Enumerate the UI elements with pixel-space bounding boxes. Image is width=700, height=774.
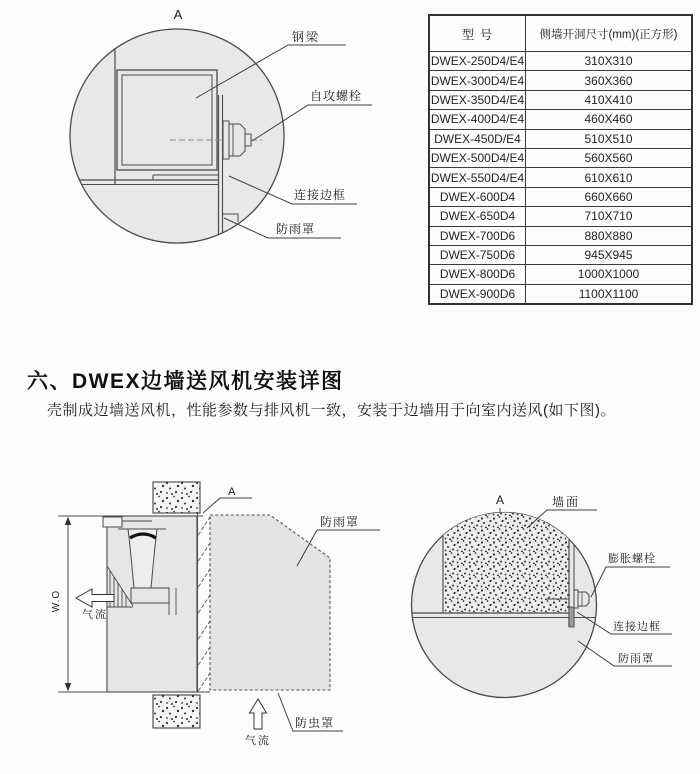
opening-cell: 880X880 <box>526 226 693 245</box>
install-diagram <box>0 455 420 774</box>
detail-diagram-bottom <box>400 485 700 720</box>
table-row <box>429 245 692 264</box>
label-rain-hood: 防雨罩 <box>618 653 654 665</box>
model-cell: DWEX-300D4/E4 <box>429 71 526 90</box>
table-row <box>429 71 692 90</box>
dim-label: W.O <box>51 589 62 613</box>
table-row <box>429 148 692 167</box>
rain-hood-shape <box>210 515 330 690</box>
opening-cell: 310X310 <box>526 52 693 71</box>
marker-a <box>203 486 252 513</box>
table-row <box>429 90 692 109</box>
opening-cell: 1000X1000 <box>526 265 693 284</box>
spec-table-header-row <box>429 15 692 52</box>
table-row <box>429 52 692 71</box>
opening-cell: 610X610 <box>526 168 693 187</box>
detail-circle <box>70 29 284 243</box>
header-opening: 侧墙开洞尺寸(mm)(正方形) <box>526 15 693 52</box>
opening-cell: 460X460 <box>526 110 693 129</box>
opening-cell: 560X560 <box>526 148 693 167</box>
model-cell: DWEX-800D6 <box>429 265 526 284</box>
table-row <box>429 168 692 187</box>
table-row <box>429 226 692 245</box>
section-marker-a: A <box>173 7 183 22</box>
table-row <box>429 265 692 284</box>
model-cell: DWEX-600D4 <box>429 187 526 206</box>
table-row <box>429 110 692 129</box>
airflow-bottom <box>245 699 271 747</box>
dim-arrow-up <box>65 517 71 526</box>
section-heading: 六、DWEX边墙送风机安装详图 <box>27 370 344 393</box>
model-cell: DWEX-550D4/E4 <box>429 168 526 187</box>
model-cell: DWEX-400D4/E4 <box>429 110 526 129</box>
opening-cell: 1100X1100 <box>526 284 693 304</box>
table-row <box>429 207 692 226</box>
opening-cell: 945X945 <box>526 245 693 264</box>
model-cell: DWEX-900D6 <box>429 284 526 304</box>
section-body: 壳制成边墙送风机，性能参数与排风机一致，安装于边墙用于向室内送风(如下图)。 <box>47 402 616 419</box>
motor-box <box>103 517 122 527</box>
section-marker-a: A <box>496 493 505 507</box>
table-row <box>429 284 692 304</box>
label-rain-hood: 防雨罩 <box>320 515 360 529</box>
model-cell: DWEX-350D4/E4 <box>429 90 526 109</box>
header-model: 型 号 <box>429 15 526 52</box>
model-cell: DWEX-650D4 <box>429 207 526 226</box>
model-cell: DWEX-250D4/E4 <box>429 52 526 71</box>
label-rain-hood: 防雨罩 <box>276 222 316 236</box>
label-self-tapping-screw: 自攻螺栓 <box>310 89 363 103</box>
fan-unit <box>103 516 197 692</box>
opening-cell: 410X410 <box>526 90 693 109</box>
opening-cell: 660X660 <box>526 187 693 206</box>
label-connecting-frame: 连接边框 <box>294 188 347 202</box>
airflow-bottom-label: 气流 <box>245 735 271 747</box>
model-cell: DWEX-700D6 <box>429 226 526 245</box>
label-insect-screen: 防虫罩 <box>295 716 335 730</box>
airflow-left-label: 气流 <box>82 609 108 621</box>
model-cell: DWEX-450D/E4 <box>429 129 526 148</box>
fan-base <box>131 588 169 603</box>
detail-diagram-top <box>0 0 420 310</box>
table-row <box>429 129 692 148</box>
model-cell: DWEX-750D6 <box>429 245 526 264</box>
opening-cell: 510X510 <box>526 129 693 148</box>
airflow-up-arrow-icon <box>250 699 267 729</box>
dim-arrow-down <box>65 683 71 692</box>
label-connecting-frame: 连接边框 <box>613 621 661 633</box>
marker-a-label: A <box>228 486 236 498</box>
model-cell: DWEX-500D4/E4 <box>429 148 526 167</box>
spec-table <box>428 14 693 305</box>
label-wall-surface: 墙面 <box>552 495 581 509</box>
frame-bar <box>569 607 574 627</box>
opening-cell: 360X360 <box>526 71 693 90</box>
opening-cell: 710X710 <box>526 207 693 226</box>
label-expansion-bolt: 膨胀螺栓 <box>608 553 656 565</box>
table-row <box>429 187 692 206</box>
label-steel-beam: 钢梁 <box>292 30 321 44</box>
